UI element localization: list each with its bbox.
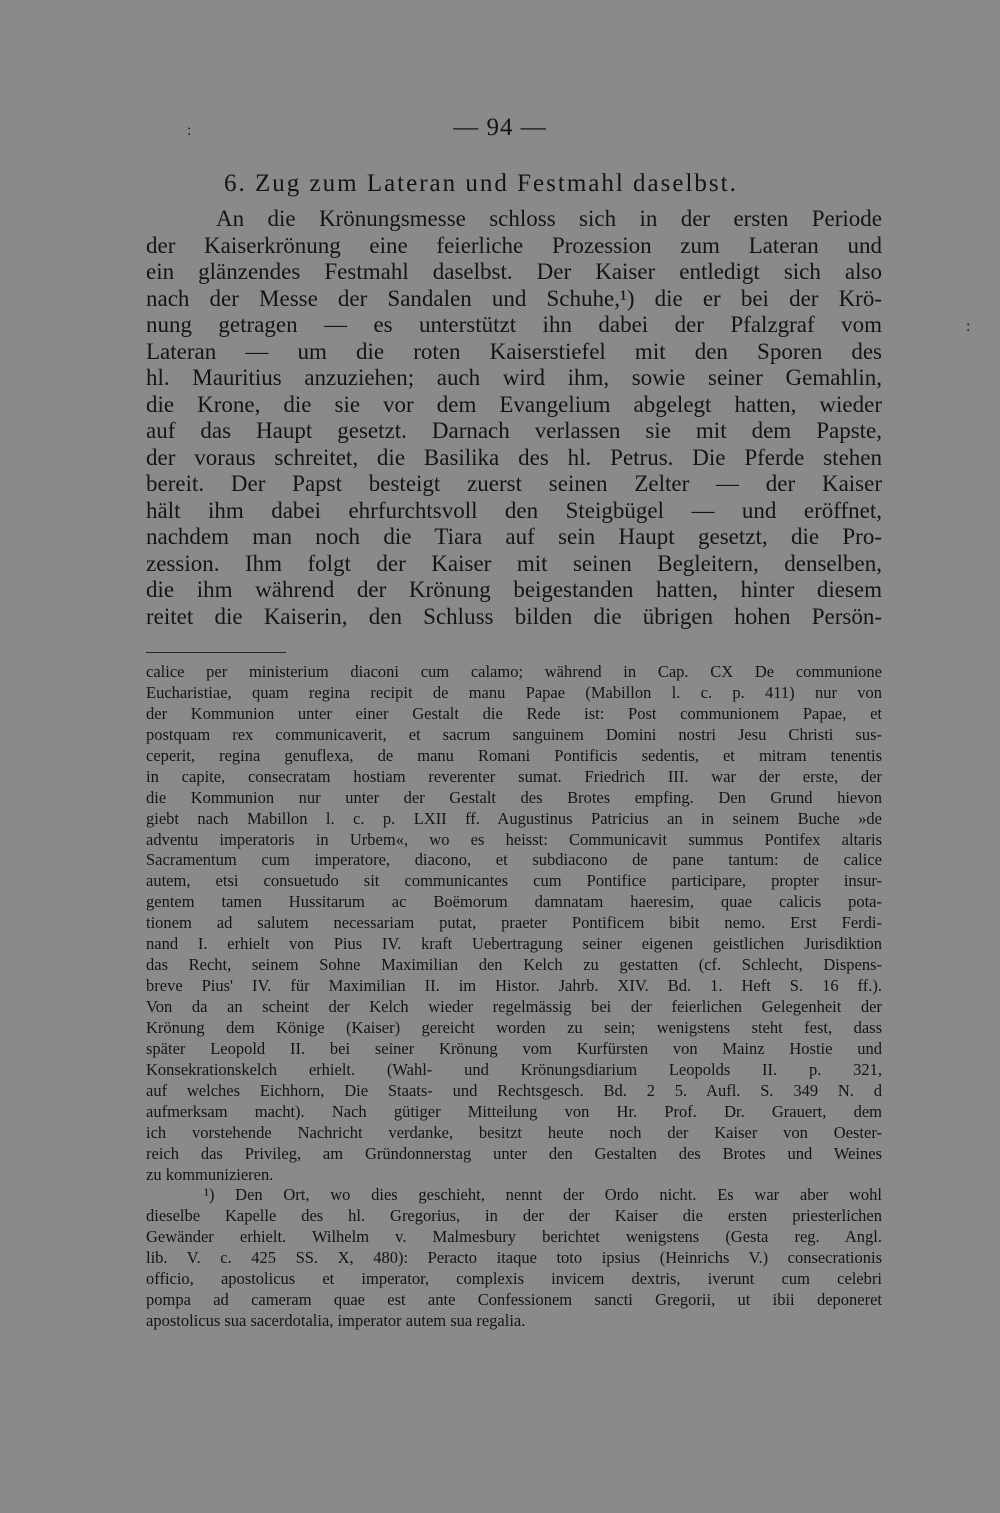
page-number: — 94 —	[453, 114, 547, 141]
body-line: nachdem man noch die Tiara auf sein Haupt gesetzt, die Pro-	[146, 524, 882, 549]
footnote-line: autem, etsi consuetudo sit communicantes cum Pontifice participare, propter insur-	[146, 871, 882, 891]
footnote-line: gentem tamen Hussitarum ac Boëmorum damnatam haeresim, quae calicis pota-	[146, 892, 882, 912]
body-line: der voraus schreitet, die Basilika des hl. Petrus. Die Pferde stehen	[146, 444, 882, 470]
body-text	[146, 206, 882, 630]
body-line: auf das Haupt gesetzt. Darnach verlassen sie mit dem Papste,	[146, 418, 882, 443]
footnote-line: giebt nach Mabillon l. c. p. LXII ff. Augustinus Patricius an in seinem Buche »de	[146, 808, 882, 828]
footnote-line: Sacramentum cum imperatore, diacono, et subdiacono de pane tantum: de calice	[146, 850, 882, 870]
footnote-line: später Leopold II. bei seiner Krönung vom Kurfürsten von Mainz Hostie und	[146, 1038, 882, 1058]
footnote-line: aufmerksam macht). Nach gütiger Mitteilung von Hr. Prof. Dr. Grauert, dem	[146, 1101, 882, 1121]
footnote-line: officio, apostolicus et imperator, complexis invicem dextris, iverunt cum celebri	[146, 1269, 882, 1289]
body-line: bereit. Der Papst besteigt zuerst seinen Zelter — der Kaiser	[146, 471, 882, 496]
body-line: der Kaiserkrönung eine feierliche Prozession zum Lateran und	[146, 232, 882, 258]
footnote-line: ich vorstehende Nachricht verdanke, besitzt heute noch der Kaiser von Oester-	[146, 1122, 882, 1142]
footnote-line: dieselbe Kapelle des hl. Gregorius, in der der Kaiser die ersten priesterlichen	[146, 1206, 882, 1226]
footnote-line: nand I. erhielt von Pius IV. kraft Uebertragung seiner eigenen geistlichen Jurisdiktion	[146, 934, 882, 954]
footnote-rule	[146, 652, 286, 653]
footnote-line: Von da an scheint der Kelch wieder regelmässig bei der feierlichen Gelegenheit der	[146, 997, 882, 1016]
body-line: zession. Ihm folgt der Kaiser mit seinen Begleitern, denselben,	[146, 550, 882, 576]
footnote-line: reich das Privileg, am Gründonnerstag unter den Gestalten des Brotes und Weines	[146, 1143, 882, 1163]
footnote-line: apostolicus sua sacerdotalia, imperator autem sua regalia.	[146, 1311, 526, 1331]
margin-mark: :	[187, 122, 192, 139]
body-line: hält ihm dabei ehrfurchtsvoll den Steigbügel — und eröffnet,	[146, 497, 882, 523]
footnote-line: Eucharistiae, quam regina recipit de manu Papae (Mabillon l. c. p. 411) nur von	[146, 682, 882, 702]
body-line: An die Krönungsmesse schloss sich in der ersten Periode	[216, 206, 882, 231]
footnote-line: in capite, consecratam hostiam reverenter sumat. Friedrich III. war der erste, der	[146, 766, 882, 786]
footnote-line: ceperit, regina genuflexa, de manu Romani Pontificis sedentis, et mitram tenentis	[146, 745, 882, 765]
body-line: ein glänzendes Festmahl daselbst. Der Kaiser entledigt sich also	[146, 259, 882, 284]
footnotes	[146, 662, 882, 1332]
footnote-line: tionem ad salutem necessariam putat, praeter Pontificem bibit nemo. Erst Ferdi-	[146, 913, 882, 933]
body-line: nung getragen — es unterstützt ihn dabei der Pfalzgraf vom	[146, 312, 882, 337]
body-line: die ihm während der Krönung beigestanden hatten, hinter diesem	[146, 577, 882, 602]
body-line: nach der Messe der Sandalen und Schuhe,¹) die er bei der Krö-	[146, 285, 882, 311]
footnote-line: Gewänder erhielt. Wilhelm v. Malmesbury berichtet wenigstens (Gesta reg. Angl.	[146, 1227, 882, 1247]
footnote-line: Konsekrationskelch erhielt. (Wahl- und Krönungsdiarium Leopolds II. p. 321,	[146, 1059, 882, 1079]
footnote-line: adventu imperatoris in Urbem«, wo es heisst: Communicavit summus Pontifex altaris	[146, 829, 882, 849]
footnote-line: das Recht, seinem Sohne Maximilian den Kelch zu gestatten (cf. Schlecht, Dispens-	[146, 955, 882, 975]
body-line: hl. Mauritius anzuziehen; auch wird ihm, sowie seiner Gemahlin,	[146, 365, 882, 390]
footnote-line: lib. V. c. 425 SS. X, 480): Peracto itaque toto ipsius (Heinrichs V.) consecrationis	[146, 1248, 882, 1268]
footnote-line: ¹) Den Ort, wo dies geschieht, nennt der Ordo nicht. Es war aber wohl	[204, 1185, 882, 1205]
footnote-line: breve Pius' IV. für Maximilian II. im Histor. Jahrb. XIV. Bd. 1. Heft S. 16 ff.).	[146, 976, 882, 996]
footnote-line: calice per ministerium diaconi cum calamo; während in Cap. CX De communione	[146, 662, 882, 681]
body-line: Lateran — um die roten Kaiserstiefel mit den Sporen des	[146, 338, 882, 364]
footnote-line: der Kommunion unter einer Gestalt die Rede ist: Post communionem Papae, et	[146, 703, 882, 723]
body-line: die Krone, die sie vor dem Evangelium abgelegt hatten, wieder	[146, 391, 882, 417]
footnote-line: zu kommunizieren.	[146, 1164, 274, 1184]
footnote-line: auf welches Eichhorn, Die Staats- und Rechtsgesch. Bd. 2 5. Aufl. S. 349 N. d	[146, 1080, 882, 1100]
footnote-line: postquam rex communicaverit, et sacrum sanguinem Domini nostri Jesu Christi sus-	[146, 724, 882, 744]
body-line: reitet die Kaiserin, den Schluss bilden die übrigen hohen Persön-	[146, 603, 882, 629]
section-title: 6. Zug zum Lateran und Festmahl daselbst.	[224, 170, 738, 197]
margin-mark: :	[966, 318, 971, 335]
footnote-line: pompa ad cameram quae est ante Confessionem sancti Gregorii, ut ibii deponeret	[146, 1290, 882, 1310]
footnote-line: Krönung dem Könige (Kaiser) gereicht worden zu sein; wenigstens steht fest, dass	[146, 1017, 882, 1037]
footnote-line: die Kommunion nur unter der Gestalt des Brotes empfing. Den Grund hievon	[146, 787, 882, 807]
